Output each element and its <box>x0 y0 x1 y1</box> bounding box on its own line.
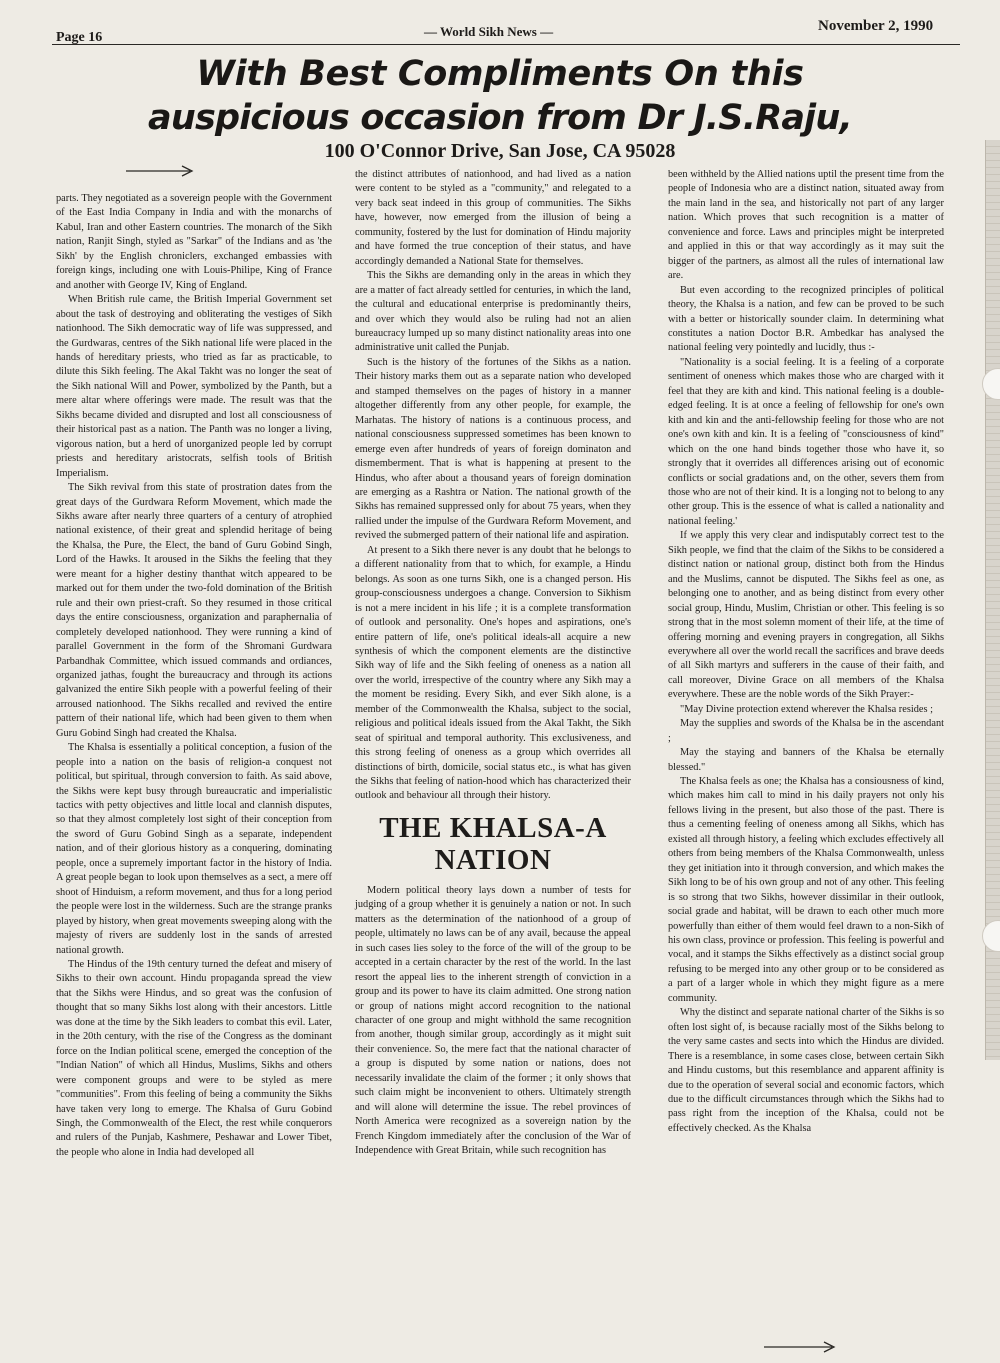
paragraph: Such is the history of the fortunes of the Sikhs as a nation. Their history marks them out as a separate nation who developed and stamped themselves on the pages of history in a manner altogether differently from any other people, for example, the Marhatas. The history of nations is a continuous process, and national consciousness suppressed sometimes has been known to emerge even after hundreds of years of foreign dominaton and dismemberment. That is what is happening at present to the Hindus, who after about a thousand years of foreign domination are emerging as a Rashtra or Nation. The national growth of the Sikhs has remained suppressed only for about 75 years, when they rallied under the impulse of the Gurdwara Reform Movement, and revived the submerged pattern of their national life and aspiration. <box>355 356 631 542</box>
section-heading-line-2: NATION <box>434 843 552 876</box>
right-arrow-icon <box>764 1340 838 1354</box>
binder-hole <box>982 920 1000 952</box>
paragraph: been withheld by the Allied nations uptil the present time from the people of Indonesia who are a distinct nation, situated away from the main land in the sea, and historically not part of any larger nation. Which proves that such recognition is a matter of convenience and force. Laws and principles might be interpreted and applied in this or that way accordingly as it may suit the bigger of the partners, as almost all the rules of international law are. <box>668 169 944 282</box>
paragraph: This the Sikhs are demanding only in the areas in which they are a matter of fact already settled for centuries, in which the land, the cultural and educational enterprise is predominantly theirs, and over which they would also be ruling had not an alien bureaucracy lumped up so many distinct nationality areas into one administrative unit called the Punjab. <box>355 270 631 354</box>
paragraph: At present to a Sikh there never is any doubt that he belongs to a different nationality from that to which, for example, a Hindu belongs. As soon as one turns Sikh, one is a changed person. His group-consciousness undergoes a change. Conversion to Sikhism is not a mere incident in his life ; it is a complete transformation of outlook and personality. One's hopes and aspirations, one's entire pattern of life, one's political ideals-all acquire a new synthesis of which the component elements are the distinctive Sikh way of life and the Sikh feeling of oneness as a nation all over the world, irrespective of the country where any Sikh may a the moment be residing. Every Sikh, and ever Sikh alone, is a member of the Commonwealth the Khalsa, subject to the social, religious and political ideals issued from the Akal Takht, the Sikh seat of spiritual and temporal authority. This exclusiveness, and this strong feeling of oneness as a group which overrides all distinctions of birth, domicile, social status etc., is what has given the Sikhs that feeling of nation-hood which has characterized their outlook and behaviour all through their history. <box>355 544 631 802</box>
paragraph: When British rule came, the British Imperial Government set about the task of destroying and obliterating the vestiges of Sikh nationhood. The Sikh democratic way of life was suppressed, and the Gurdwaras, centres of the Sikh national life were placed in the hands of hereditary priests, who tried as far as practicable, to dilute this Sikh feeling. The Akal Takht was no longer the seat of the Sikh national Will and Power, symbolized by the Panth, but a mere altar where offerings were made. The result was that the Sikhs became divided and disrupted and lost all consciousness of their historical past as a nation. The Panth was no longer a living, vigorous nation, but a herd of unorganized people led by corrupt priests and hereditary aristocrats, selfish tools of British Imperialism. <box>56 294 332 479</box>
paragraph: The Hindus of the 19th century turned the defeat and misery of Sikhs to their own account. Hindu propaganda spread the view that the Sikhs were Hindus, and so great was the confusion of thought that so many Sikhs lost along with their ancestors. Little was done at the time by the Sikh leaders to combat this evil. Later, in the 20th century, with the rise of the Congress as the dominant force on the Indian political scene, emerged the conception of the "Indian Nation" of which all Hindus, Muslims, Sikhs and others were component groups and were to be styled as mere "communities". From this feeling of being a community the Sikhs have taken very long to emerge. The Khalsa of Guru Gobind Singh, the Commonwealth of the Elect, the rest while conquerors and rulers of the Punjab, Kashmere, Peshawar and Lower Tibet, the people who alone in India had developed all <box>56 959 332 1158</box>
right-arrow-icon <box>126 164 196 178</box>
newspaper-name: — World Sikh News — <box>424 24 554 39</box>
masthead-rule <box>52 44 960 45</box>
paragraph: The Khalsa feels as one; the Khalsa has a consiousness of kind, which makes him call to mind in his daily prayers not only his fellows living in the present, but also those of the past. There is thus a cementing feeling of oneness among all Sikhs, which has existed all through history, a feeling which excludes effectively all others from being members of the Khalsa Commonwealth, unless they get initiation into it through conversion, and which makes the Sikh long to be of his own group and not of any other. This feeling is so strong that two Sikhs, however dissimilar in their outlook, social grade and habitat, will be drawn to each other much more powerfully than either of them would feel drawn to a non-Sikh of his own class, province or profession. This feeling is powerful and vocal, and it stamps the Sikhs effectively as a distinct social group refusing to be merged into any other group or to be considered as a part of a larger whole in which they might figure as a mere community. <box>668 776 944 1004</box>
paragraph: If we apply this very clear and indisputably correct test to the Sikh people, we find that the claim of the Sikhs to be considered a distinct nation or national group, distinct both from the Hindus and the Muslims, cannot be disputed. The Sikhs feel as one, as belonging one to another, and as being distinct from every other social group, Hindu, Muslim, Christian or other. This feeling is so strong that in the most solemn moment of their life, at the time of offering morning and evening prayers in congregation, all Sikhs everywhere all over the world recall the sacrifices and brave deeds of all Sikh martyrs and sufferers in the cause of their faith, and call moreover, Divine Grace on all members of the Khalsa everywhere. These are the noble words of the Sikh Prayer:- <box>668 530 944 701</box>
paragraph: the distinct attributes of nationhood, and had lived as a nation were content to be styled as a "community," and relegated to a very back seat indeed in this group of communities. The Sikhs have, however, now emerged from the illusion of being a community, fostered by the lust for domination of Hindu majority and have formed the true conception of their status, and have accordingly demanded a National State for themselves. <box>355 169 631 267</box>
advertisement-headline <box>60 52 940 140</box>
issue-date: November 2, 1990 <box>818 18 934 34</box>
prayer-line: "May Divine protection extend wherever the Khalsa resides ; <box>680 703 933 715</box>
advertiser-address: 100 O'Connor Drive, San Jose, CA 95028 <box>324 140 676 162</box>
paragraph: "Nationality is a social feeling. It is a feeling of a corporate sentiment of oneness which makes those who are charged with it feel that they are kith and kind. This national feeling is a double-edged feeling. It is at once a feeling of fellowship for one's own kith and kin and the anti-fellowship feeling for those who are not one's own kith and kin. It is a feeling of "consciousness of kind" which on the one hand binds together those who have it, so strongly that it overrides all differences arising out of economic conflicts or social gradations and, on the other, severs them from those who are not of their kind. It is a longing not to belong to any other group. This is the essence of what is called a nationality and national feeling.' <box>668 356 944 527</box>
paragraph: Modern political theory lays down a number of tests for judging of a group whether it is genuinely a nation or not. In such matters as the determination of the nationhood of a group of people, ultimately no laws can be of any avail, because the appeal in such cases lies soley to the force of the will of the group to be accepted in a certain character by the rest of the world. In the last resort the appeal lies to the inherent strength of conviction in a group and its power to have its claim admitted. One strong nation or group of nations might accord recognition to the national character of one group and might withhold the same recognition from another, though similar group, accordingly as it might suit their convenience. So, the mere fact that the national character of a group is disputed by some nation or nations, does not necessarily invalidate the claim of the former ; it only shows that such claim might be inconvenient to others. Ultimately strength and will alone will determine the issue. The rebel provinces of North America were recognized as a sovereign nation by the French Kingdom immediately after the conclusion of the War of Independence with Great Britain, while such recognition has <box>355 884 631 1157</box>
paragraph: Why the distinct and separate national charter of the Sikhs is so often lost sight of, is because racially most of the Sikhs belong to the very same castes and sects into which the Hindus are divided. There is a resemblance, in some cases close, between certain Sikh and Hindu customs, but this resemblance and apparent affinity is due to the operation of several social and economic factors, which due to the difficult circumstances through which the Sikhs had to pass right from the inception of the Khalsa, could not be effectively checked. As the Khalsa <box>668 1007 944 1134</box>
page-number: Page 16 <box>56 30 103 45</box>
article-column-3 <box>668 168 944 1136</box>
paragraph: But even according to the recognized principles of political theory, the Khalsa is a nation, and few can be proved to be such with a better or historically sounder claim. In determining what constitutes a nation Doctor B.R. Ambedkar has analysed the national feeling very pointedly and lucidly, thus :- <box>668 284 944 354</box>
section-heading-line-1: THE KHALSA-A <box>379 811 607 844</box>
binder-edge <box>985 140 1000 1060</box>
article-column-1 <box>56 192 332 1160</box>
paragraph: The Sikh revival from this state of prostration dates from the great days of the Gurdwara Reform Movement, which made the Sikhs aware after nearly three quarters of a century of atrophied national existence, of their great and splendid heritage of being the Khalsa, the Pure, the Elect, the band of Guru Gobind Singh, Lord of the Hawks. It aroused in the Sikhs the feeling that they were meant for a higher destiny thanthat witch appeared to be marked out for them under the two-fold domination of the British rule and their own priest-craft. So they resumed in those critical days the entire consciousness, organization and paraphernalia of completely developed nationhood. They were running a kind of parallel Government in the form of the Shromani Gurdwara Parbandhak Committee, which issued commands and ordiances, organized jathas, fought the bureaucracy and through its actions galvanized the entire Sikh people with a powerful feeling of their arroused nationhood. The Sikhs recalled and revived the entire pattern of their national life, which had been given to them when Guru Gobind Singh had created the Khalsa. <box>56 482 332 739</box>
paragraph: The Khalsa is essentially a political conception, a fusion of the people into a nation on the basis of religion-a conquest not political, but spiritual, through conversion to faith. As said above, the Sikhs were kept busy through bureaucratic and imperialistic tactics with petty objectives and little local and clannish disputes, so that they almost completely lost sight of their conception from the sword of Guru Gobind Singh as a separate, independent nation, and of their glorious history as a conquering, dominating people, once a supremely important factor in the history of India. A great people began to look upon themselves as a sect, a mere off shoot of Hinduism, a reform movement, and thus for a long period the people were lost in the wilderness. Such are the strange pranks played by history, when great movements sweeping along with the majesty of rivers are suddenly lost in the sands of arrested national growth. <box>56 742 332 956</box>
headline-line-2: auspicious occasion from Dr J.S.Raju, <box>148 98 852 138</box>
article-column-2 <box>355 168 631 1159</box>
masthead <box>0 14 1000 44</box>
prayer-line: May the staying and banners of the Khalsa be eternally blessed." <box>668 747 944 773</box>
prayer-line: May the supplies and swords of the Khalsa be in the ascendant ; <box>668 718 944 744</box>
section-heading <box>355 812 631 876</box>
headline-line-1: With Best Compliments On this <box>196 54 804 94</box>
binder-hole <box>982 368 1000 400</box>
paragraph: parts. They negotiated as a sovereign people with the Government of the East India Company in India and with the monarchs of Kabul, Iran and other Eastern countries. The monarch of the Sikh nation, Ranjit Singh, styled as "Sarkar" of the Indians and as 'the Sikh' by the English chroniclers, exchanged embassies with foreign kings, including one with Louis-Philipe, King of France and another with George IV, King of England. <box>56 193 332 291</box>
